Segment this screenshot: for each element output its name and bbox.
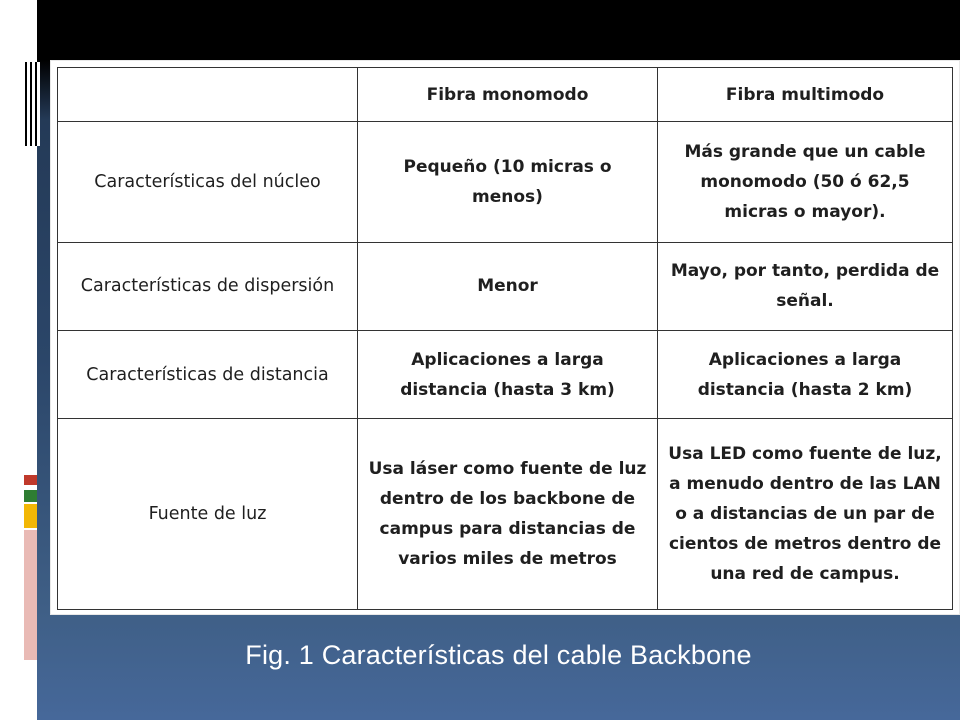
row-label: Características de dispersión — [58, 242, 358, 330]
cell-multimodo: Usa LED como fuente de luz, a menudo dentro de las LAN o a distancias de un par de cientos de metros dentro de una red de campus. — [658, 419, 953, 610]
cell-multimodo: Más grande que un cable monomodo (50 ó 62,5 micras o mayor). — [658, 122, 953, 242]
cell-multimodo: Aplicaciones a larga distancia (hasta 2 km) — [658, 330, 953, 418]
cell-monomodo: Pequeño (10 micras o menos) — [358, 122, 658, 242]
table-container — [50, 60, 960, 615]
row-label: Características de distancia — [58, 330, 358, 418]
faint-bar — [24, 530, 37, 660]
header-monomodo: Fibra monomodo — [358, 68, 658, 122]
cell-monomodo: Usa láser como fuente de luz dentro de los backbone de campus para distancias de varios miles de metros — [358, 419, 658, 610]
cell-monomodo: Aplicaciones a larga distancia (hasta 3 km) — [358, 330, 658, 418]
row-label: Características del núcleo — [58, 122, 358, 242]
fiber-comparison-table — [57, 67, 953, 610]
table-row — [58, 330, 953, 418]
figure-caption: Fig. 1 Características del cable Backbone — [245, 640, 752, 670]
cell-multimodo: Mayo, por tanto, perdida de señal. — [658, 242, 953, 330]
grid-pattern-icon — [22, 62, 40, 146]
table-header-row — [58, 68, 953, 122]
table-row — [58, 242, 953, 330]
green-bar — [24, 490, 37, 502]
row-label: Fuente de luz — [58, 419, 358, 610]
header-empty — [58, 68, 358, 122]
header-multimodo: Fibra multimodo — [658, 68, 953, 122]
red-bar — [24, 475, 37, 485]
table-row — [58, 122, 953, 242]
cell-monomodo: Menor — [358, 242, 658, 330]
decorative-bars — [24, 60, 37, 680]
table-row — [58, 419, 953, 610]
yellow-bar — [24, 504, 37, 528]
